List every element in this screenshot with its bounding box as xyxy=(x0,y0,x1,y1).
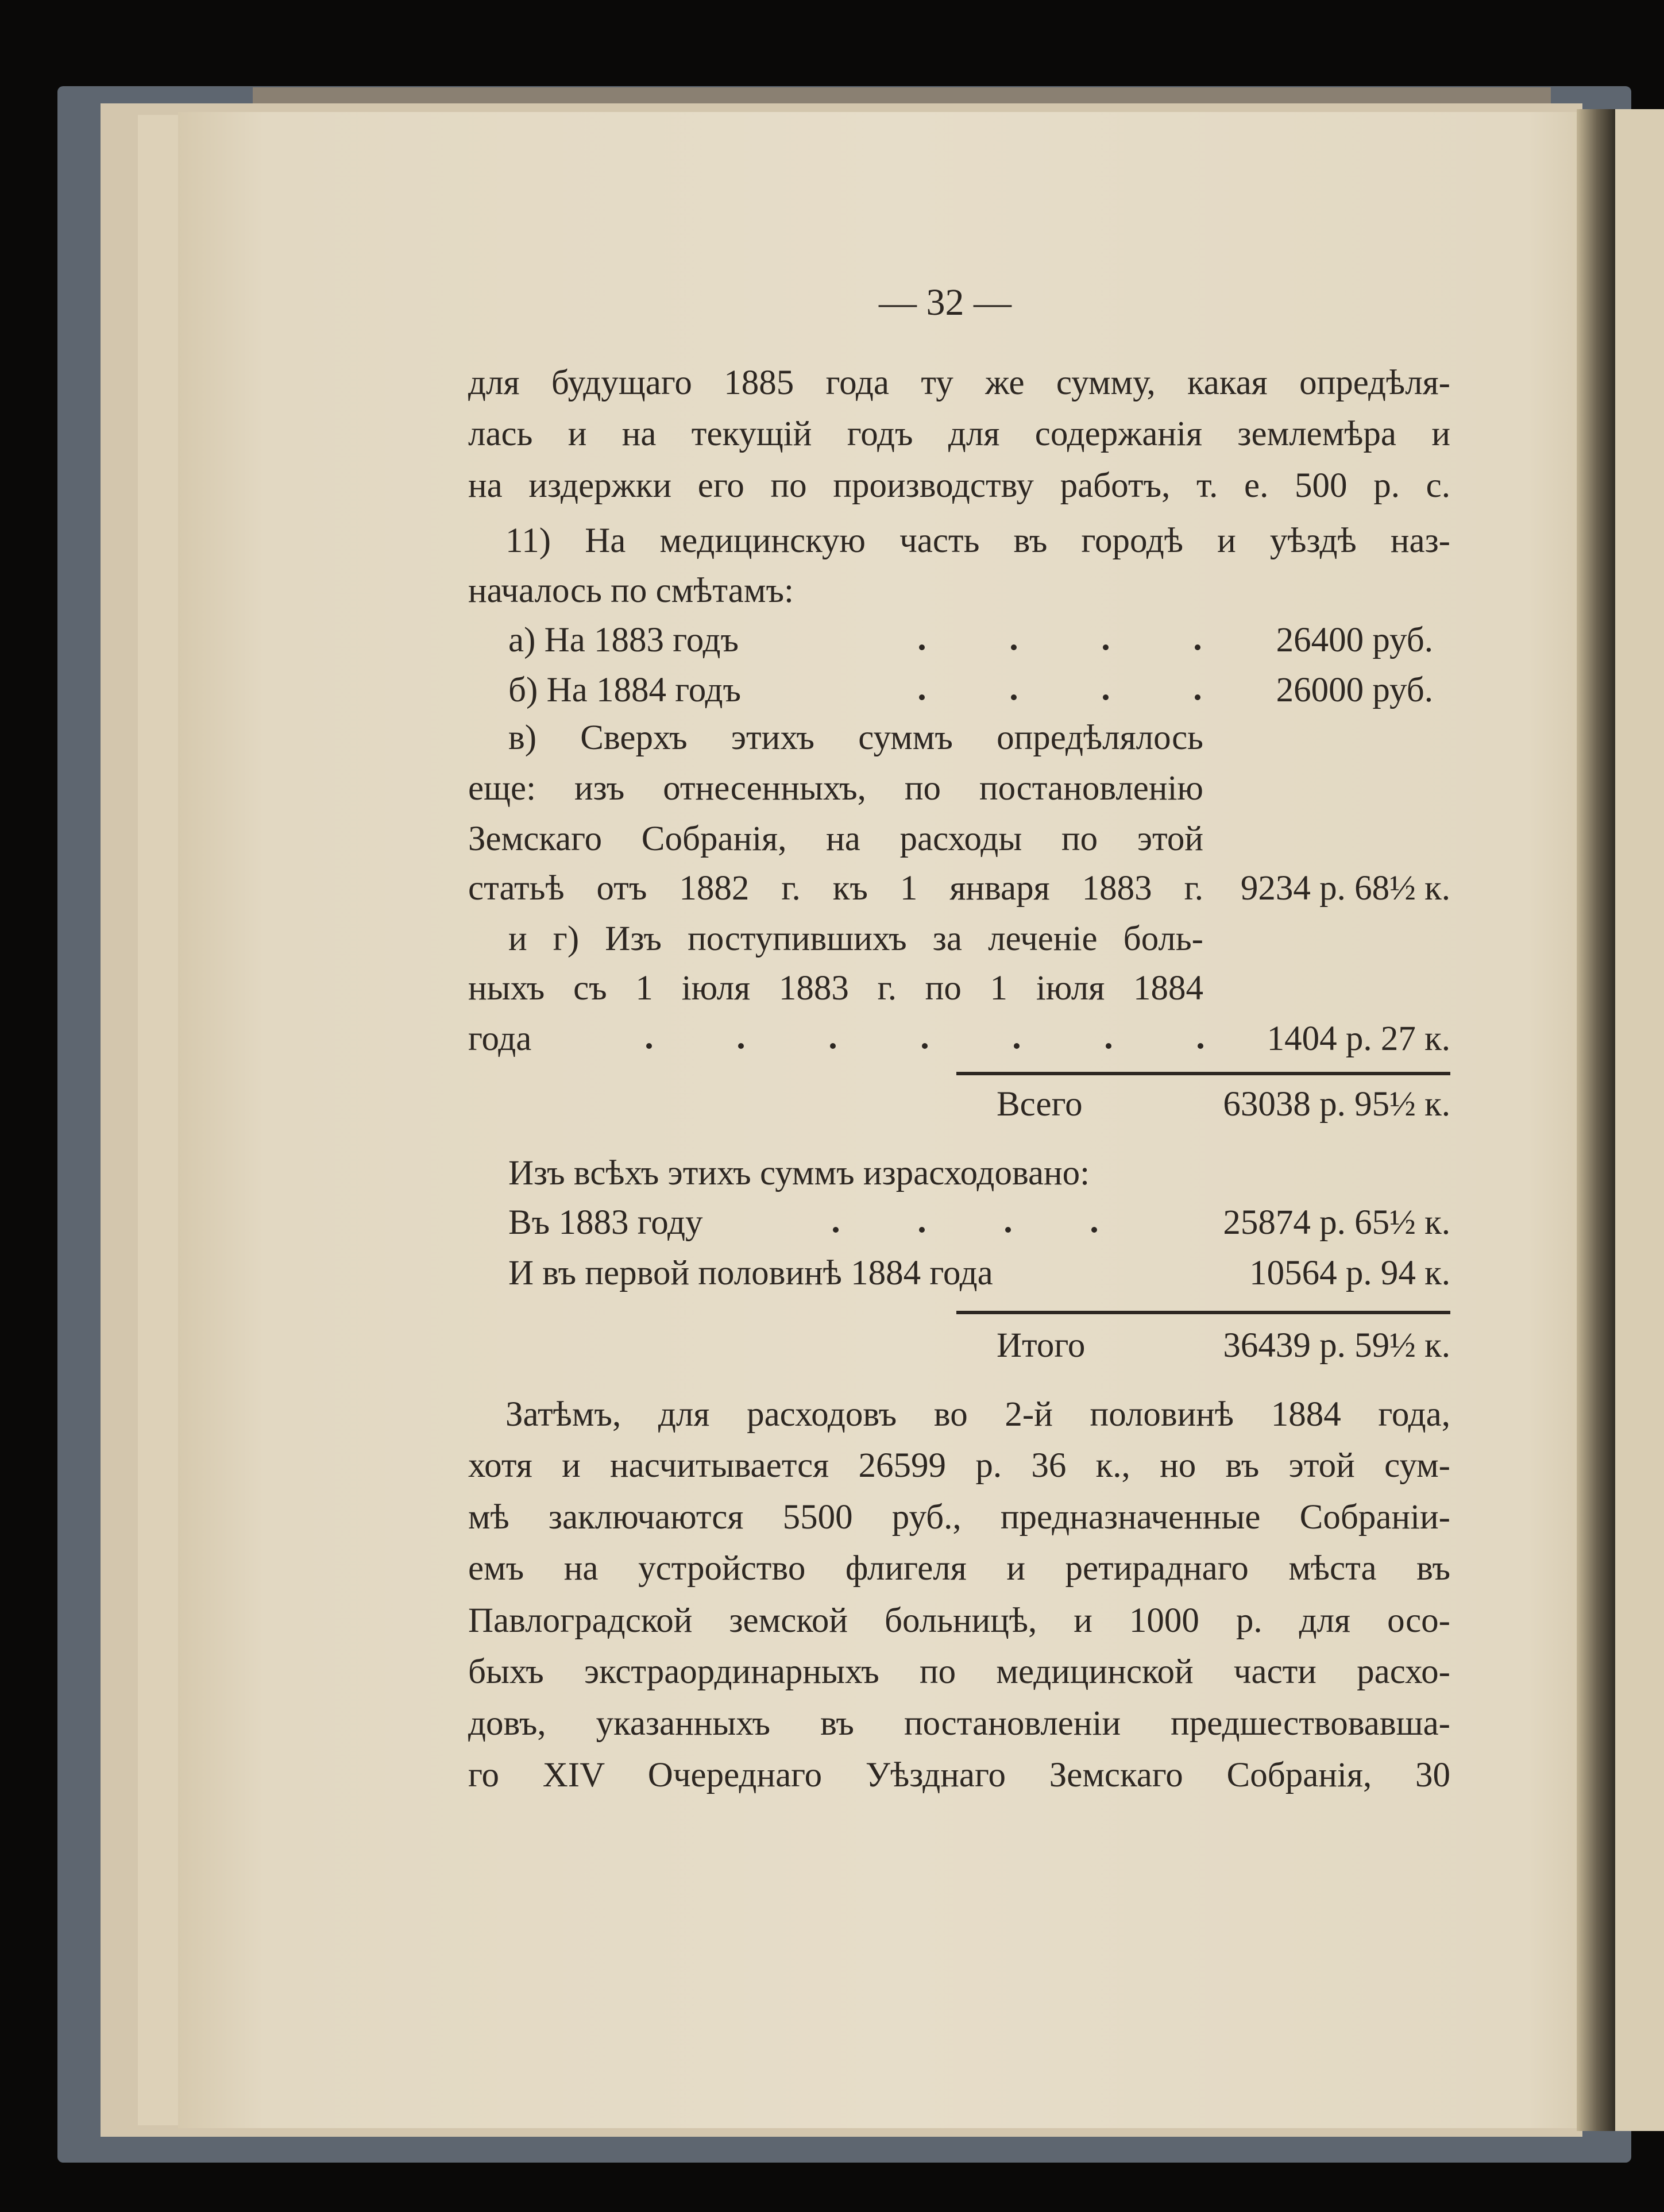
final-line-3: мѣ заключаются 5500 руб., предназначенные Собраніи- xyxy=(468,1498,1450,1537)
intro-line-1: для будущаго 1885 года ту же сумму, какая опредѣля- xyxy=(468,364,1450,402)
item-b-label: б) На 1884 годъ xyxy=(508,671,742,709)
expense-1884-amount: 10564 р. 94 к. xyxy=(1249,1254,1450,1292)
final-line-6: быхъ экстраординарныхъ по медицинской части расхо- xyxy=(468,1653,1450,1691)
total-amount-2: 36439 р. 59½ к. xyxy=(1223,1326,1450,1365)
final-line-7: довъ, указанныхъ въ постановленіи предшествовавша- xyxy=(468,1704,1450,1743)
book-gutter xyxy=(1577,109,1617,2131)
section-11-heading-line-1: 11) На медицинскую часть въ городѣ и уѣздѣ наз- xyxy=(505,522,1450,560)
intro-line-3: на издержки его по производству работъ, т. е. 500 р. с. xyxy=(468,466,1450,505)
item-b-amount: 26000 руб. xyxy=(1276,671,1433,709)
final-line-5: Павлоградской земской больницѣ, и 1000 р. для осо- xyxy=(468,1601,1450,1640)
final-line-2: хотя и насчитывается 26599 р. 36 к., но въ этой сум- xyxy=(468,1446,1450,1485)
item-d-amount: 1404 р. 27 к. xyxy=(1267,1020,1450,1058)
final-line-8: го XIV Очереднаго Уѣзднаго Земскаго Собранія, 30 xyxy=(468,1756,1450,1794)
item-d-line-2: ныхъ съ 1 іюля 1883 г. по 1 іюля 1884 xyxy=(468,969,1203,1007)
expenses-heading: Изъ всѣхъ этихъ суммъ израсходовано: xyxy=(508,1154,1090,1192)
item-d-line-3: года xyxy=(468,1020,532,1058)
total-label-2: Итого xyxy=(997,1326,1086,1365)
item-c-line-1: в) Сверхъ этихъ суммъ опредѣлялось xyxy=(508,719,1203,757)
item-a-amount: 26400 руб. xyxy=(1276,621,1433,659)
final-line-1: Затѣмъ, для расходовъ во 2-й половинѣ 1884 года, xyxy=(505,1395,1450,1434)
item-c-line-2: еще: изъ отнесенныхъ, по постановленію xyxy=(468,769,1203,808)
item-c-amount: 9234 р. 68½ к. xyxy=(1240,869,1450,908)
total-amount-1: 63038 р. 95½ к. xyxy=(1223,1085,1450,1124)
intro-line-2: лась и на текущій годъ для содержанія землемѣра и xyxy=(468,415,1450,453)
section-11-heading-line-2: началось по смѣтамъ: xyxy=(468,572,794,610)
final-line-4: емъ на устройство флигеля и ретираднаго мѣста въ xyxy=(468,1549,1450,1588)
sum-rule-2 xyxy=(956,1311,1450,1314)
facing-page-edge xyxy=(1615,109,1664,2131)
expense-1883-amount: 25874 р. 65½ к. xyxy=(1223,1203,1450,1242)
expense-1884-label: И въ первой половинѣ 1884 года xyxy=(508,1254,993,1292)
expense-1883-label: Въ 1883 году xyxy=(508,1203,703,1242)
item-d-line-1: и г) Изъ поступившихъ за леченіе боль- xyxy=(508,920,1203,958)
item-c-line-4: статьѣ отъ 1882 г. къ 1 января 1883 г. xyxy=(468,869,1203,908)
total-label-1: Всего xyxy=(997,1085,1083,1124)
item-a-label: а) На 1883 годъ xyxy=(508,621,739,659)
item-c-line-3: Земскаго Собранія, на расходы по этой xyxy=(468,820,1203,858)
page-number: — 32 — xyxy=(879,281,1011,323)
sum-rule-1 xyxy=(956,1072,1450,1075)
